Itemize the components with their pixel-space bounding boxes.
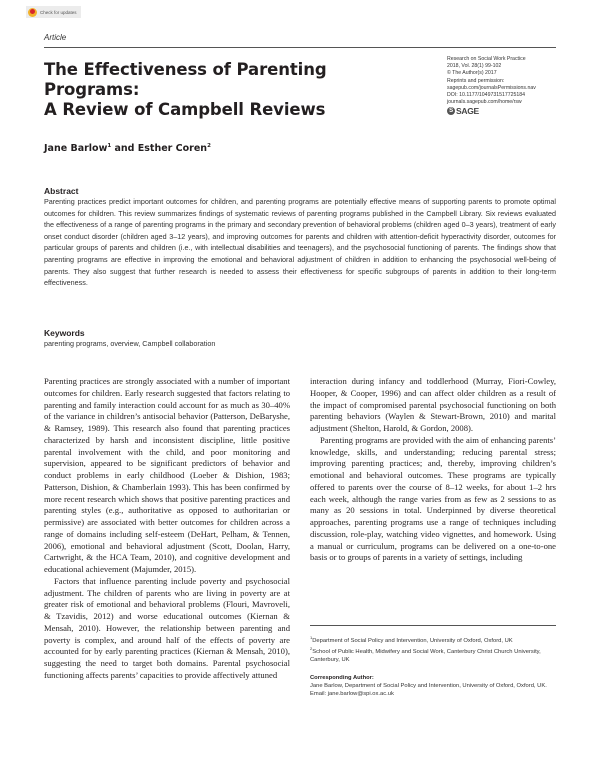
author-2: Esther Coren xyxy=(137,143,208,155)
body-column-right xyxy=(310,376,556,564)
author-2-affiliation: 2 xyxy=(207,143,211,149)
title-line-2: A Review of Campbell Reviews xyxy=(44,100,326,119)
sage-logo-icon: S xyxy=(447,107,455,115)
body-paragraph: interaction during infancy and toddlerhood (Murray, Fiori-Cowley, Hooper, & Cooper, 1996) and can affect older children as a result of the impact of compromised parental psychosocial functioning on both parenting behaviors (Waylen & Stewart-Brown, 2010) and marital adjustment (Shelton, Harold, & Gordon, 2008). xyxy=(310,376,556,433)
check-for-updates-label: Check for updates xyxy=(40,9,77,15)
corresponding-author-text: Jane Barlow, Department of Social Policy and Intervention, University of Oxford, Oxford, UK. xyxy=(310,683,547,690)
affiliation-1 xyxy=(310,634,556,645)
journal-info xyxy=(447,56,577,115)
abstract-heading: Abstract xyxy=(44,186,79,196)
copyright: © The Author(s) 2017 xyxy=(447,70,497,77)
journal-volume: 2018, Vol. 28(1) 99-102 xyxy=(447,63,502,70)
footnotes xyxy=(310,625,556,699)
affiliation-2-text: School of Public Health, Midwifery and Social Work, Canterbury Christ Church University, Canterbury, UK xyxy=(310,649,541,664)
keywords-text: parenting programs, overview, Campbell collaboration xyxy=(44,339,216,348)
abstract-text: Parenting practices predict important outcomes for children, and parenting programs are potentially effective means of supporting parents to promote optimal outcomes for children. This review summarizes findings of systematic reviews of parenting programs published in the Campbell Library. Six reviews evaluated the effectiveness of a range of parenting programs in the primary and secondary prevention of behavioral problems (children aged 0–3 years), treatment of early onset conduct disorder (children aged 3–12 years), and improving outcomes for parents and children with attention-deficit hyperactivity disorder, outcomes for particular groups of parents and children (i.e., with intellectual disabilities and teenagers), and the psychosocial functioning of parents. The findings show that parenting programs are effective in improving the emotional and behavioral adjustment of children in addition to enhancing the psychosocial well-being of parents. They also suggest that further research is needed to assess their effectiveness for specific subgroups of parents in addition to their long-term effectiveness. xyxy=(44,197,556,288)
sage-logo xyxy=(447,107,577,115)
corresponding-author-email[interactable]: Email: jane.barlow@spi.ox.ac.uk xyxy=(310,691,394,698)
title-line-1: The Effectiveness of Parenting Programs: xyxy=(44,60,327,99)
body-paragraph: Parenting practices are strongly associated with a number of important outcomes for children. Early research suggested that factors relating to parenting and family interaction could account for as much as 30–40% of the variance in children’s antisocial behavior (Patterson, DeBaryshe, & Ramsey, 1989). This research also found that parenting practices characterized by harsh and inconsistent discipline, little positive parental involvement with the child, and poor monitoring and supervision, appeared to be significant predictors of behavior and conduct problems in early childhood (Loeber & Dishion, 1983; Patterson, Dishion, & Chamberlain 1993). This has been confirmed by more recent research which shows that positive parenting practices and parenting styles (e.g., authoritative as opposed to authoritarian or permissive) are associated with better outcomes for children across a range of domains including self-esteem (DeHart, Pelham, & Tennen, 2006), emotional and behavioral adjustment (Scott, Doolan, Harry, Cartwright, & the HCA Team, 2010), and cognitive development and educational achievement (Majumder, 2015). xyxy=(44,376,290,574)
check-for-updates-badge[interactable] xyxy=(26,6,81,18)
author-conjunction: and xyxy=(111,143,138,155)
header-divider xyxy=(44,47,556,48)
keywords-section xyxy=(44,328,556,349)
body-paragraph: Factors that influence parenting include poverty and psychosocial adjustment. The children of parents who are living in poverty are at greater risk of emotional and behavioral problems (Flouri, Mavroveli, & Tzavidis, 2012) and worse educational outcomes (Kiernan & Mensah, 2010). However, the relationship between parenting and poverty is complex, and around half of the effects of poverty are accounted for by early parenting practices (Kiernan & Mensah, 2010), suggesting the need to target both domains. Parental psychosocial functioning affects parents’ capacities to provide affectively attuned xyxy=(44,575,290,680)
doi[interactable]: DOI: 10.1177/1049731517725184 xyxy=(447,92,526,99)
author-list xyxy=(44,143,211,154)
paper-title xyxy=(44,60,424,120)
article-type-label: Article xyxy=(44,33,67,42)
author-1-affiliation: 1 xyxy=(107,143,112,149)
corresponding-author-heading: Corresponding Author: xyxy=(310,674,374,681)
affiliation-1-marker: 1 xyxy=(310,635,313,640)
check-for-updates-icon xyxy=(28,8,37,17)
permissions-link[interactable]: sagepub.com/journalsPermissions.nav xyxy=(447,84,536,91)
journal-home-link[interactable]: journals.sagepub.com/home/rsw xyxy=(447,99,522,106)
author-1: Jane Barlow xyxy=(44,143,108,155)
reprints-label: Reprints and permission: xyxy=(447,77,505,84)
affiliation-2-marker: 2 xyxy=(310,646,313,652)
affiliation-1-text: Department of Social Policy and Intervention, University of Oxford, Oxford, UK xyxy=(312,637,513,644)
body-column-left xyxy=(44,376,290,682)
affiliation-2 xyxy=(310,645,556,665)
keywords-heading: Keywords xyxy=(44,328,85,338)
journal-name: Research on Social Work Practice xyxy=(447,56,526,62)
body-paragraph: Parenting programs are provided with the aim of enhancing parents’ knowledge, skills, and understanding; reducing parental stress; improving parenting practices; and, thereby, improving children’s emotional and behavioral outcomes. These programs are typically offered to parents over the course of 8–12 weeks, for about 1–2 hrs each week, although the range varies from as few as 2 sessions to as many as 20 sessions in total. Underpinned by diverse theoretical approaches, parenting programs use a range of techniques including discussion, role-play, watching video vignettes, and homework. Using a manual or curriculum, programs can be delivered on a one-to-one basis or to groups of parents in a variety of settings, including xyxy=(310,434,556,563)
sage-logo-text: SAGE xyxy=(456,105,479,116)
abstract-section xyxy=(44,186,556,289)
footnote-divider xyxy=(310,625,556,626)
